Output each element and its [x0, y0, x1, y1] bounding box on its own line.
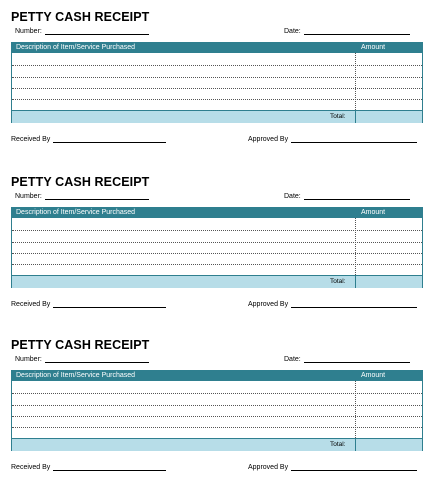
amount-column-divider: [355, 218, 356, 275]
received-by-blank-line[interactable]: [53, 301, 166, 308]
number-field[interactable]: [15, 356, 149, 363]
date-blank-line[interactable]: [304, 28, 410, 35]
received-by-label: Received By: [11, 301, 51, 308]
total-amount-cell[interactable]: [355, 111, 423, 123]
item-row-line[interactable]: [12, 393, 422, 394]
table-header: [12, 43, 422, 53]
approved-by-label: Approved By: [248, 136, 289, 143]
description-column-header: Description of Item/Service Purchased: [16, 209, 136, 216]
item-row-line[interactable]: [12, 88, 422, 89]
total-row: [12, 110, 422, 123]
total-amount-cell[interactable]: [355, 276, 423, 288]
item-row-line[interactable]: [12, 416, 422, 417]
approved-by-field[interactable]: [248, 464, 417, 471]
total-row: [12, 438, 422, 451]
amount-column-header: Amount: [361, 44, 386, 51]
received-by-field[interactable]: [11, 301, 166, 308]
number-field[interactable]: [15, 193, 149, 200]
approved-by-blank-line[interactable]: [291, 136, 417, 143]
table-header: [12, 208, 422, 218]
item-row-line[interactable]: [12, 77, 422, 78]
item-row-line[interactable]: [12, 65, 422, 66]
date-field[interactable]: [284, 356, 410, 363]
total-label: Total:: [330, 278, 346, 285]
petty-cash-receipt-1: [0, 10, 435, 170]
description-column-header: Description of Item/Service Purchased: [16, 44, 136, 51]
amount-column-header: Amount: [361, 209, 386, 216]
date-field[interactable]: [284, 193, 410, 200]
description-column-header: Description of Item/Service Purchased: [16, 372, 136, 379]
number-label: Number:: [15, 356, 42, 363]
approved-by-blank-line[interactable]: [291, 301, 417, 308]
date-blank-line[interactable]: [304, 193, 410, 200]
approved-by-field[interactable]: [248, 301, 417, 308]
number-blank-line[interactable]: [45, 28, 149, 35]
received-by-label: Received By: [11, 464, 51, 471]
item-row-line[interactable]: [12, 405, 422, 406]
petty-cash-receipt-2: [0, 175, 435, 335]
date-field[interactable]: [284, 28, 410, 35]
approved-by-label: Approved By: [248, 464, 289, 471]
received-by-blank-line[interactable]: [53, 464, 166, 471]
total-amount-cell[interactable]: [355, 439, 423, 451]
number-blank-line[interactable]: [45, 193, 149, 200]
table-header: [12, 371, 422, 381]
receipt-title: PETTY CASH RECEIPT: [11, 338, 150, 352]
approved-by-field[interactable]: [248, 136, 417, 143]
receipt-title: PETTY CASH RECEIPT: [11, 10, 150, 24]
item-row-line[interactable]: [12, 253, 422, 254]
received-by-field[interactable]: [11, 136, 166, 143]
number-field[interactable]: [15, 28, 149, 35]
received-by-label: Received By: [11, 136, 51, 143]
received-by-blank-line[interactable]: [53, 136, 166, 143]
date-label: Date:: [284, 356, 301, 363]
item-row-line[interactable]: [12, 230, 422, 231]
amount-column-header: Amount: [361, 372, 386, 379]
item-row-line[interactable]: [12, 242, 422, 243]
item-row-line[interactable]: [12, 99, 422, 100]
receipt-title: PETTY CASH RECEIPT: [11, 175, 150, 189]
items-table: [11, 370, 423, 451]
number-label: Number:: [15, 28, 42, 35]
approved-by-label: Approved By: [248, 301, 289, 308]
amount-column-divider: [355, 53, 356, 110]
item-row-line[interactable]: [12, 427, 422, 428]
petty-cash-receipt-3: [0, 338, 435, 498]
date-label: Date:: [284, 28, 301, 35]
total-label: Total:: [330, 113, 346, 120]
total-label: Total:: [330, 441, 346, 448]
date-label: Date:: [284, 193, 301, 200]
items-table: [11, 42, 423, 123]
item-row-line[interactable]: [12, 264, 422, 265]
received-by-field[interactable]: [11, 464, 166, 471]
total-row: [12, 275, 422, 288]
approved-by-blank-line[interactable]: [291, 464, 417, 471]
amount-column-divider: [355, 381, 356, 438]
number-label: Number:: [15, 193, 42, 200]
items-table: [11, 207, 423, 288]
number-blank-line[interactable]: [45, 356, 149, 363]
date-blank-line[interactable]: [304, 356, 410, 363]
